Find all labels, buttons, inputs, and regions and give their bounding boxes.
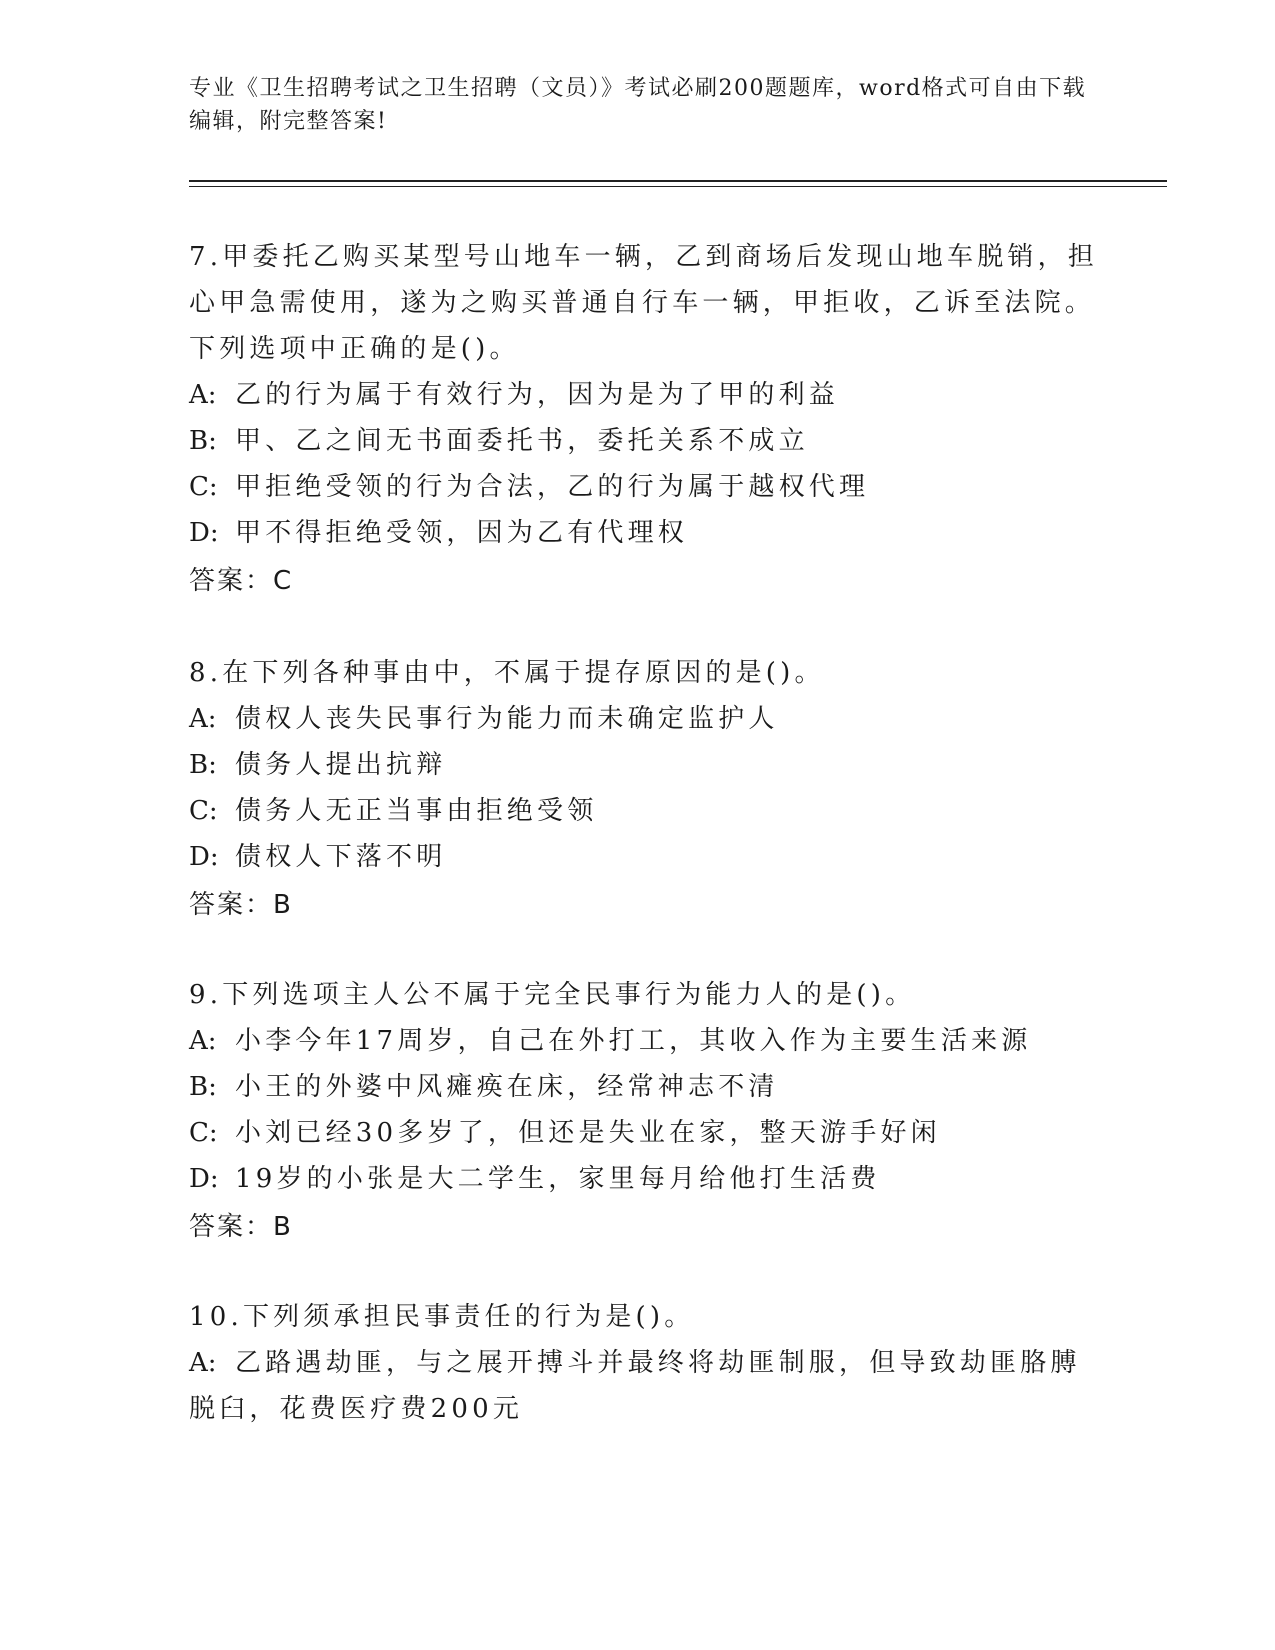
answer-line: 答案：C	[189, 566, 294, 596]
option-text: 债务人提出抗辩	[235, 750, 447, 780]
option-text: 债权人丧失民事行为能力而未确定监护人	[235, 704, 779, 734]
option-d	[189, 1156, 1109, 1202]
question-stem: 10.下列须承担民事责任的行为是()。	[189, 1302, 695, 1332]
option-c	[189, 788, 1109, 834]
option-a	[189, 1018, 1109, 1064]
question-stem: 9.下列选项主人公不属于完全民事行为能力人的是()。	[189, 980, 916, 1010]
option-b	[189, 1064, 1109, 1110]
header-divider-thick	[189, 180, 1167, 182]
option-c	[189, 1110, 1109, 1156]
option-text: 债务人无正当事由拒绝受领	[235, 796, 598, 826]
option-b	[189, 418, 1109, 464]
option-text: 19岁的小张是大二学生，家里每月给他打生活费	[235, 1164, 881, 1194]
option-b	[189, 742, 1109, 788]
option-c	[189, 464, 1109, 510]
option-a	[189, 696, 1109, 742]
question-8	[189, 650, 1109, 928]
option-text: 乙的行为属于有效行为，因为是为了甲的利益	[235, 380, 840, 410]
question-7	[189, 234, 1109, 604]
option-letter: D:	[189, 1164, 219, 1194]
option-letter: B:	[189, 426, 217, 456]
option-letter: B:	[189, 750, 217, 780]
header-divider-thin	[189, 186, 1167, 187]
question-9	[189, 972, 1109, 1250]
option-text: 乙路遇劫匪，与之展开搏斗并最终将劫匪制服，但导致劫匪胳膊脱臼，花费医疗费200元	[189, 1348, 1081, 1424]
option-text: 小李今年17周岁，自己在外打工，其收入作为主要生活来源	[235, 1026, 1032, 1056]
option-text: 甲拒绝受领的行为合法，乙的行为属于越权代理	[235, 472, 870, 502]
option-letter: B:	[189, 1072, 217, 1102]
question-stem: 8.在下列各种事由中，不属于提存原因的是()。	[189, 658, 825, 688]
option-text: 债权人下落不明	[235, 842, 447, 872]
answer-line: 答案：B	[189, 890, 293, 920]
option-d	[189, 510, 1109, 556]
option-letter: C:	[189, 472, 218, 502]
option-d	[189, 834, 1109, 880]
option-text: 小刘已经30多岁了，但还是失业在家，整天游手好闲	[235, 1118, 941, 1148]
option-a	[189, 1340, 1109, 1432]
question-stem: 7.甲委托乙购买某型号山地车一辆，乙到商场后发现山地车脱销，担心甲急需使用，遂为之购买普通自行车一辆，甲拒收，乙诉至法院。下列选项中正确的是()。	[189, 242, 1099, 364]
option-letter: A:	[189, 1348, 217, 1378]
option-a	[189, 372, 1109, 418]
option-letter: A:	[189, 380, 217, 410]
document-header: 专业《卫生招聘考试之卫生招聘（文员）》考试必刷200题题库，word格式可自由下载编辑，附完整答案!	[189, 76, 1087, 134]
option-letter: C:	[189, 796, 218, 826]
option-text: 甲、乙之间无书面委托书，委托关系不成立	[235, 426, 809, 456]
option-letter: D:	[189, 842, 219, 872]
option-text: 小王的外婆中风瘫痪在床，经常神志不清	[235, 1072, 779, 1102]
option-letter: C:	[189, 1118, 218, 1148]
option-letter: A:	[189, 1026, 217, 1056]
answer-line: 答案：B	[189, 1212, 293, 1242]
option-letter: A:	[189, 704, 217, 734]
option-letter: D:	[189, 518, 219, 548]
question-10	[189, 1294, 1109, 1432]
option-text: 甲不得拒绝受领，因为乙有代理权	[235, 518, 689, 548]
